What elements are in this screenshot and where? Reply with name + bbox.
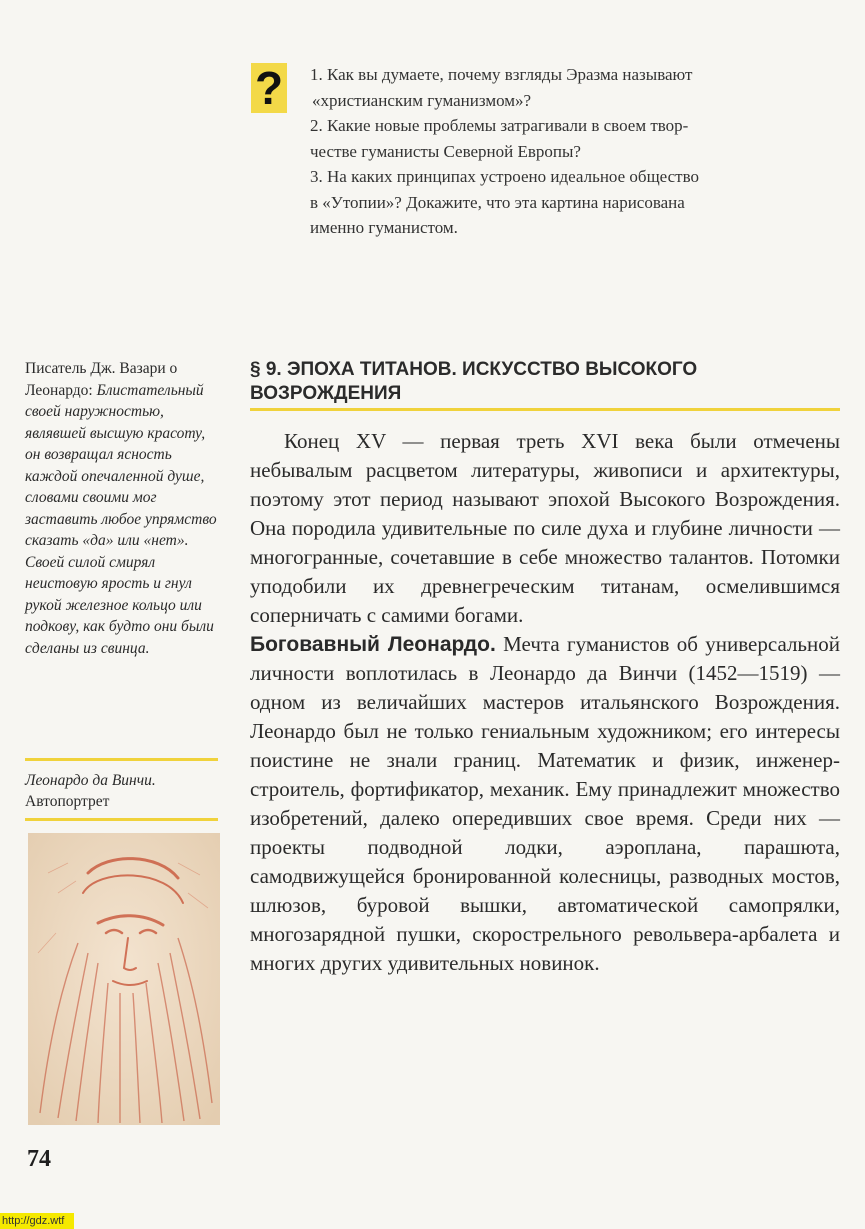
question-line: 2. Какие новые проблемы затрагивали в своем твор- xyxy=(310,116,689,135)
question-line: именно гуманистом. xyxy=(310,218,458,237)
caption-author: Леонардо да Винчи. xyxy=(25,772,156,789)
section-heading xyxy=(250,358,810,406)
paragraph-intro: Конец XV — первая треть XVI века были отмечены небывалым расцветом литературы, живописи и архитектуры, поэтому этот период называют эпохой Высокого Возрождения. Она породила удивительные по силе духа и глубине личности — многогранные, сочетавшие в себе множество талантов. Потомки уподобили их древнегреческим титанам, осмелившимся соперничать с самими богами. xyxy=(250,429,840,627)
question-mark-icon xyxy=(251,63,287,113)
question-line: в «Утопии»? Докажите, что эта картина нарисована xyxy=(310,192,685,212)
subheading: Боговавный Леонардо. xyxy=(250,633,496,656)
review-questions xyxy=(310,62,840,241)
watermark-link[interactable]: http://gdz.wtf xyxy=(0,1213,74,1229)
section-heading-line2: ВОЗРОЖДЕНИЯ xyxy=(250,383,402,404)
question-line: «христианским гуманизмом»? xyxy=(312,90,532,110)
vasari-quote xyxy=(25,358,218,659)
section-heading-line1: § 9. ЭПОХА ТИТАНОВ. ИСКУССТВО ВЫСОКОГО xyxy=(250,359,698,380)
caption-divider xyxy=(25,818,218,821)
caption-title: Автопортрет xyxy=(25,793,110,810)
main-text xyxy=(250,427,840,978)
page-number: 74 xyxy=(27,1146,51,1172)
quote-text: Блистательный своей наружностью, являвшей высшую красоту, он возвращал ясность каждой опечаленной душе, словами своими мог заставить любое упрямство сказать «да» или «нет». Своей силой смирял неистовую ярость и гнул рукой железное кольцо или подкову, как будто они были сделаны из свинца. xyxy=(25,381,217,657)
heading-divider xyxy=(250,408,840,411)
question-line: 1. Как вы думаете, почему взгляды Эразма называют xyxy=(310,65,693,84)
question-mark-glyph: ? xyxy=(254,62,284,114)
paragraph-leonardo-text: Мечта гуманистов об универсальной личности воплотилась в Леонардо да Винчи (1452—1519) — одном из величайших мастеров итальянского Возрождения. Леонардо был не только гениальным художником; его интересы поистине не знали границ. Математик и физик, инженер-строитель, фортификатор, механик. Ему принадлежит множество изобретений, далеко опередивших свое время. Среди них — проекты подводной лодки, аэроплана, парашюта, самодвижущейся бронированной колесницы, разводных мостов, шлюзов, буровой вышки, автоматической самопрялки, многозарядной пушки, скорострельного револьвера-арбалета и многих других удивительных новинок. xyxy=(250,632,840,975)
quote-lead: Писатель Дж. Вазари о Леонардо: xyxy=(25,360,178,399)
portrait-caption xyxy=(25,770,218,812)
sidebar-divider xyxy=(25,758,218,761)
paragraph-leonardo xyxy=(250,630,840,978)
leonardo-self-portrait-image xyxy=(28,833,220,1125)
question-line: 3. На каких принципах устроено идеальное общество xyxy=(310,167,700,186)
question-line: честве гуманисты Северной Европы? xyxy=(310,141,581,161)
